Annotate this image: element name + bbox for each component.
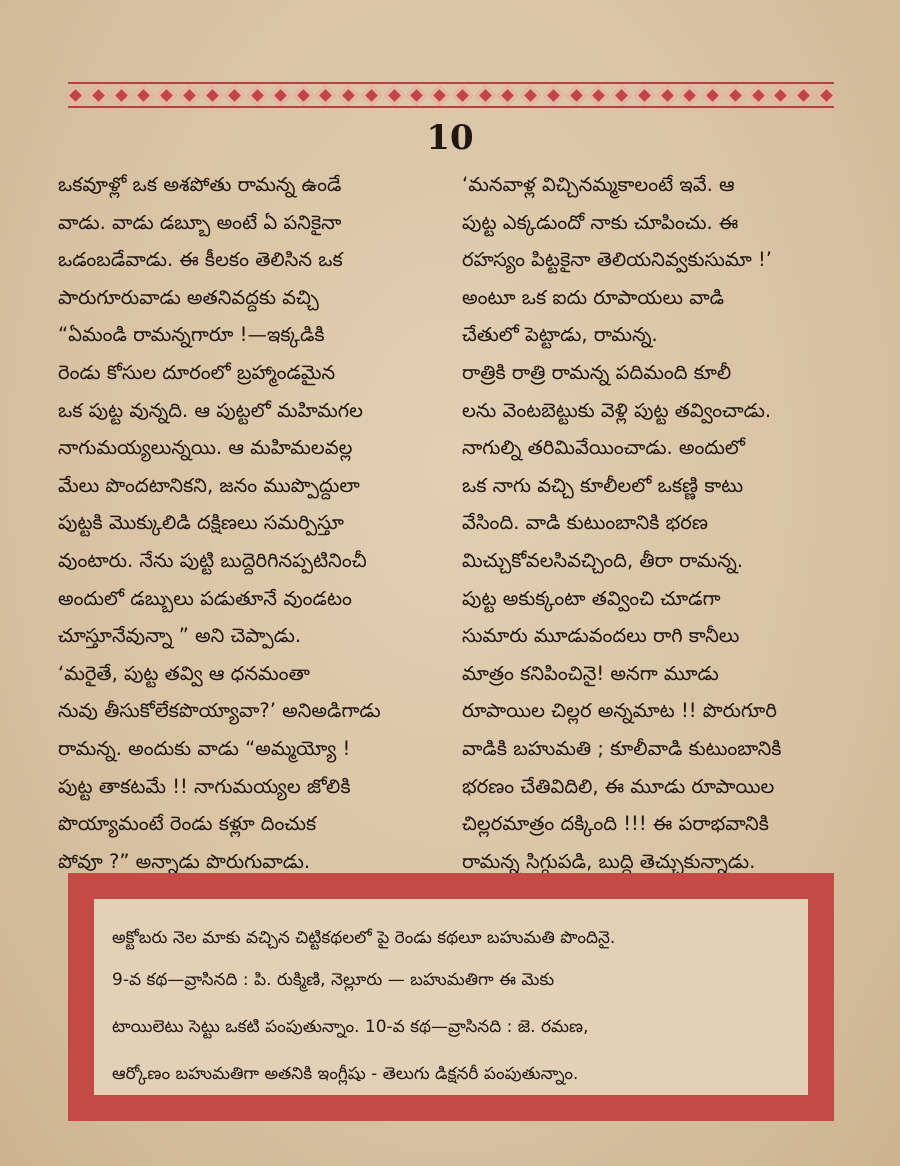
text-line: భరణం చేతివిదిలి, ఈ మూడు రూపాయిల	[462, 774, 775, 798]
page-number: 10	[426, 118, 474, 158]
text-line: చిల్లరమాత్రం దక్కింది !!! ఈ పరాభవానికి	[462, 812, 769, 836]
text-line: రామన్న సిగ్గుపడి, బుద్ధి తెచ్చుకున్నాడు.	[462, 849, 756, 873]
text-line: మాత్రం కనిపించినై! అనగా మూడు	[462, 661, 719, 685]
text-line: రూపాయిల చిల్లర అన్నమాట !! పొరుగూరి	[462, 699, 777, 723]
text-line: రహస్యం పిట్టకైనా తెలియనివ్వకుసుమా !’	[462, 248, 772, 272]
text-line: పుట్ట తాకటమే !! నాగుమయ్యల జోలికి	[58, 774, 351, 798]
text-line: వాడు. వాడు డబ్బూ అంటే ఏ పనికైనా	[58, 210, 342, 234]
notice-line: అక్టోబరు నెల మాకు వచ్చిన చిట్టికథలలో పై రెండు కథలూ బహుమతి పొందినై.	[112, 928, 616, 948]
text-line: ఒడంబడేవాడు. ఈ కీలకం తెలిసిన ఒక	[58, 248, 343, 272]
text-line: పారుగూరువాడు అతనివద్దకు వచ్చి	[58, 285, 319, 309]
decorative-border	[68, 82, 834, 108]
text-line: రామన్న. అందుకు వాడు “అమ్మయ్యో !	[58, 736, 351, 760]
prize-notice-text	[94, 899, 808, 1095]
text-line: పుట్ట ఎక్కడుందో నాకు చూపించు. ఈ	[462, 210, 739, 234]
text-line: పొయ్యామంటే రెండు కళ్లూ దించుక	[58, 812, 317, 836]
prize-notice-box	[68, 873, 834, 1121]
text-line: ‘మరైతే, పుట్ట తవ్వి ఆ ధనమంతా	[58, 661, 310, 685]
text-line: నాగుమయ్యలున్నయి. ఆ మహిమలవల్ల	[58, 436, 353, 460]
text-line: పోవూ ?” అన్నాడు పొరుగువాడు.	[58, 849, 311, 873]
text-line: అంటూ ఒక ఐదు రూపాయలు వాడి	[462, 285, 725, 309]
notice-line: ఆర్కోణం బహుమతిగా అతనికి ఇంగ్లీషు - తెలుగు డిక్షనరీ పంపుతున్నాం.	[112, 1064, 579, 1084]
left-column	[58, 166, 446, 880]
text-line: రాత్రికి రాత్రి రామన్న పదిమంది కూలీ	[462, 360, 732, 384]
text-line: ఒక పుట్ట వున్నది. ఆ పుట్టలో మహిమగల	[58, 398, 363, 422]
text-line: వాడికి బహుమతి ; కూలీవాడి కుటుంబానికి	[462, 736, 782, 760]
notice-line: టాయిలెటు సెట్టు ఒకటి పంపుతున్నాం. 10-వ కథ—వ్రాసినది : జె. రమణ,	[112, 1017, 589, 1037]
right-column	[462, 166, 850, 880]
text-line: వుంటారు. నేను పుట్టి బుద్దెరిగినప్పటినించీ	[58, 548, 367, 572]
text-line: ఒకవూళ్లో ఒక అశపోతు రామన్న ఉండే	[58, 173, 342, 196]
text-line: చూస్తూనేవున్నా ” అని చెప్పాడు.	[58, 624, 302, 648]
text-line: “ఏమండి రామన్నగారూ !—ఇక్కడికి	[58, 323, 325, 347]
text-line: ఒక నాగు వచ్చి కూలీలలో ఒకణ్ణి కాటు	[462, 473, 744, 497]
notice-line: 9-వ కథ—వ్రాసినది : పి. రుక్మిణి, నెల్లూరు — బహుమతిగా ఈ మెకు	[112, 970, 555, 990]
text-line: పుట్ట అకుక్కంటా తవ్వించి చూడగా	[462, 586, 721, 610]
text-line: అందులో డబ్బులు పడుతూనే వుండటం	[58, 586, 352, 610]
text-line: మేలు పొందటానికని, జనం ముప్పొద్దులా	[58, 473, 360, 497]
text-line: లను వెంటబెట్టుకు వెళ్లి పుట్ట తవ్వించాడు.	[462, 398, 772, 422]
text-line: చేతులో పెట్టాడు, రామన్న.	[462, 323, 658, 347]
text-line: వేసింది. వాడి కుటుంబానికి భరణ	[462, 511, 708, 535]
text-line: నువు తీసుకోలేకపొయ్యావా?’ అనిఅడిగాడు	[58, 699, 381, 723]
text-line: ‘మనవాళ్ల విచ్చినమ్మకాలంటే ఇవే. ఆ	[462, 173, 735, 196]
text-line: పుట్టకి మొక్కులిడి దక్షిణలు సమర్పిస్తూ	[58, 511, 344, 535]
text-line: సుమారు మూడువందలు రాగి కానీలు	[462, 624, 740, 648]
text-line: రెండు కోసుల దూరంలో బ్రహ్మాండమైన	[58, 360, 336, 384]
text-line: నాగుల్ని తరిమివేయించాడు. అందులో	[462, 436, 745, 460]
text-line: మిచ్చుకోవలసివచ్చింది, తీరా రామన్న.	[462, 548, 744, 572]
